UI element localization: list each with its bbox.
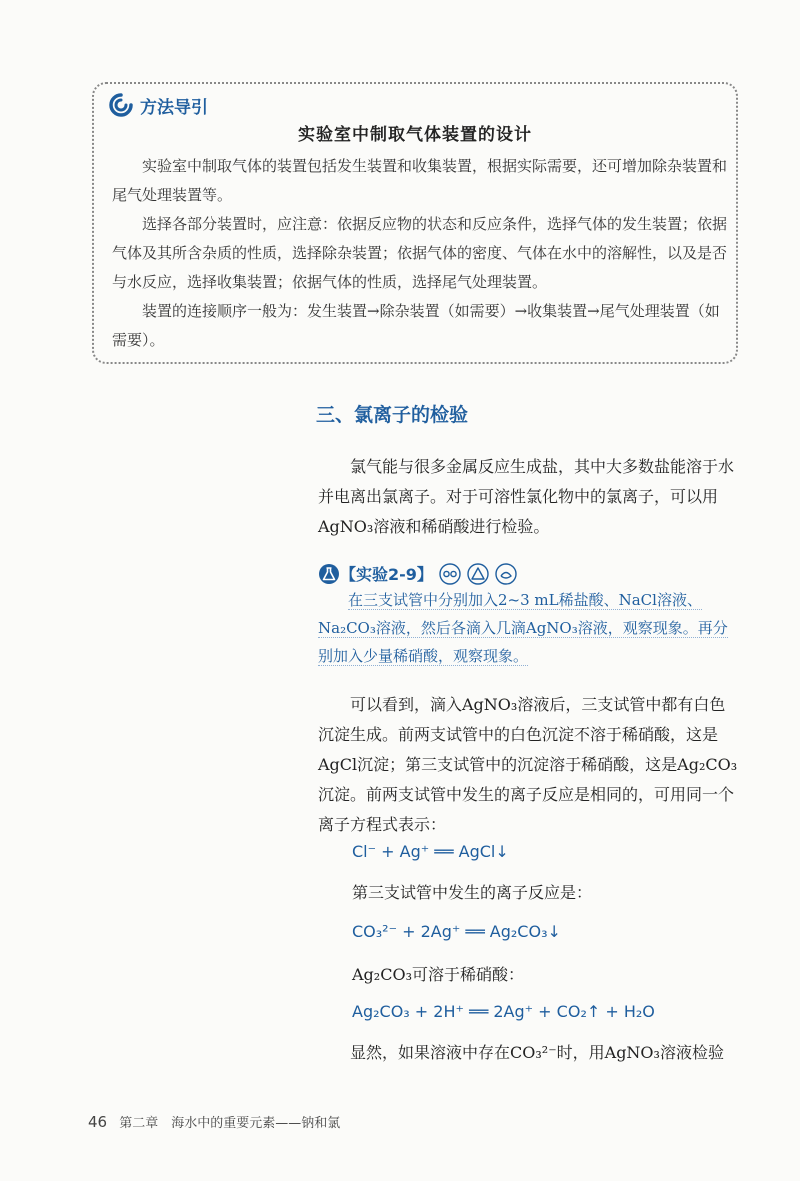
result-paragraph: 可以看到，滴入AgNO₃溶液后，三支试管中都有白色沉淀生成。前两支试管中的白色沉淀不溶于稀硝酸，这是AgCl沉淀；第三支试管中的沉淀溶于稀硝酸，这是Ag₂CO₃沉淀。前两支试管中发生的离子反应是相同的，可用同一个离子方程式表示： — [318, 695, 738, 834]
solubility-line: Ag₂CO₃可溶于稀硝酸： — [352, 965, 524, 984]
experiment-text — [318, 586, 738, 670]
method-paragraph: 装置的连接顺序一般为：发生装置→除杂装置（如需要）→收集装置→尾气处理装置（如需要）。 — [112, 302, 720, 349]
equation-dissolve: Ag₂CO₃ + 2H⁺ ══ 2Ag⁺ + CO₂↑ + H₂O — [352, 1002, 655, 1021]
page-number: 46 — [88, 1113, 108, 1131]
method-guide-title: 实验室中制取气体装置的设计 — [298, 125, 532, 145]
closing-text — [318, 1038, 738, 1068]
method-guide-tag — [108, 92, 208, 118]
hazard-warning-icon — [467, 563, 489, 585]
reaction-intro-line: 第三支试管中发生的离子反应是： — [352, 883, 593, 902]
equation-ag2co3: CO₃²⁻ + 2Ag⁺ ══ Ag₂CO₃↓ — [352, 922, 561, 941]
method-paragraph: 实验室中制取气体的装置包括发生装置和收集装置，根据实际需要，还可增加除杂装置和尾气处理装置等。 — [112, 157, 728, 204]
experiment-header — [318, 562, 517, 585]
equation-agcl: Cl⁻ + Ag⁺ ══ AgCl↓ — [352, 842, 509, 861]
result-text — [318, 690, 738, 840]
experiment-label: 【实验2-9】 — [340, 565, 433, 584]
method-guide-label: 方法导引 — [140, 97, 208, 118]
intro-paragraph: 氯气能与很多金属反应生成盐，其中大多数盐能溶于水并电离出氯离子。对于可溶性氯化物中的氯离子，可以用AgNO₃溶液和稀硝酸进行检验。 — [318, 457, 735, 536]
closing-paragraph: 显然，如果溶液中存在CO₃²⁻时，用AgNO₃溶液检验 — [350, 1043, 724, 1062]
flask-icon — [318, 563, 340, 585]
chapter-title: 第二章 海水中的重要元素——钠和氯 — [119, 1116, 341, 1131]
page-footer — [88, 1112, 340, 1131]
section-title: 三、氯离子的检验 — [316, 404, 469, 426]
section-intro — [318, 452, 738, 542]
experiment-instructions: 在三支试管中分别加入2~3 mL稀盐酸、NaCl溶液、Na₂CO₃溶液，然后各滴入几滴AgNO₃溶液，观察现象。再分别加入少量稀硝酸，观察现象。 — [318, 591, 728, 665]
hand-wash-icon — [495, 563, 517, 585]
method-guide-icon — [108, 92, 134, 118]
goggles-icon — [439, 563, 461, 585]
method-paragraph: 选择各部分装置时，应注意：依据反应物的状态和反应条件，选择气体的发生装置；依据气体及其所含杂质的性质，选择除杂装置；依据气体的密度、气体在水中的溶解性，以及是否与水反应，选择收集装置；依据气体的性质，选择尾气处理装置。 — [112, 215, 728, 291]
method-guide-text — [112, 152, 727, 355]
